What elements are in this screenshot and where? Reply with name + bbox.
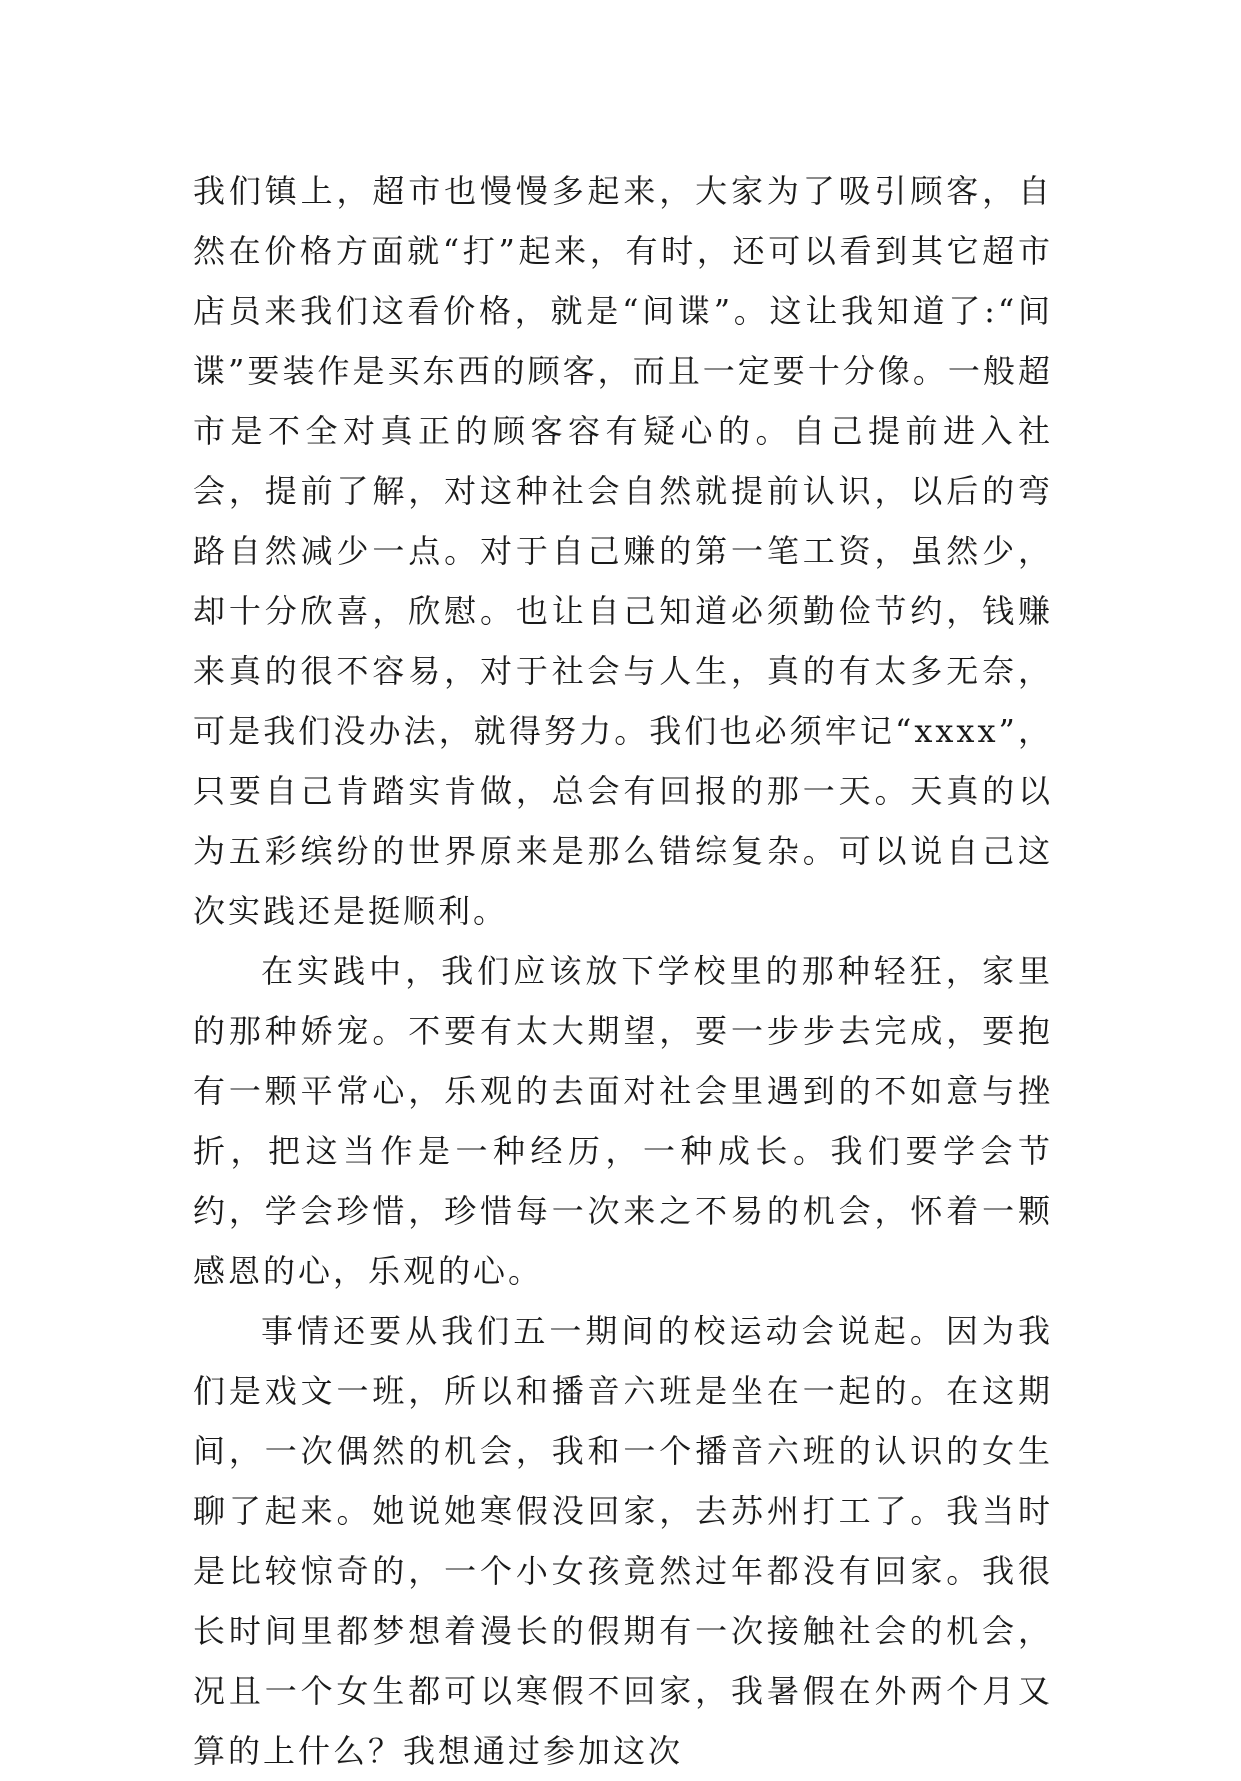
body-text: [193, 161, 1053, 1781]
paragraph-1: 我们镇上，超市也慢慢多起来，大家为了吸引顾客，自然在价格方面就“打”起来，有时，还可以看到其它超市店员来我们这看价格，就是“间谍”。这让我知道了:“间谍”要装作是买东西的顾客，而且一定要十分像。一般超市是不全对真正的顾客容有疑心的。自己提前进入社会，提前了解，对这种社会自然就提前认识，以后的弯路自然减少一点。对于自己赚的第一笔工资，虽然少，却十分欣喜，欣慰。也让自己知道必须勤俭节约，钱赚来真的很不容易，对于社会与人生，真的有太多无奈，可是我们没办法，就得努力。我们也必须牢记“xxxx”，只要自己肯踏实肯做，总会有回报的那一天。天真的以为五彩缤纷的世界原来是那么错综复杂。可以说自己这次实践还是挺顺利。: [193, 172, 1053, 930]
paragraph-3: 事情还要从我们五一期间的校运动会说起。因为我们是戏文一班，所以和播音六班是坐在一起的。在这期间，一次偶然的机会，我和一个播音六班的认识的女生聊了起来。她说她寒假没回家，去苏州打工了。我当时是比较惊奇的，一个小女孩竟然过年都没有回家。我很长时间里都梦想着漫长的假期有一次接触社会的机会，况且一个女生都可以寒假不回家，我暑假在外两个月又算的上什么？我想通过参加这次: [193, 1312, 1053, 1770]
paragraph-2: 在实践中，我们应该放下学校里的那种轻狂，家里的那种娇宠。不要有太大期望，要一步步去完成，要抱有一颗平常心，乐观的去面对社会里遇到的不如意与挫折，把这当作是一种经历，一种成长。我们要学会节约，学会珍惜，珍惜每一次来之不易的机会，怀着一颗感恩的心，乐观的心。: [193, 952, 1053, 1290]
